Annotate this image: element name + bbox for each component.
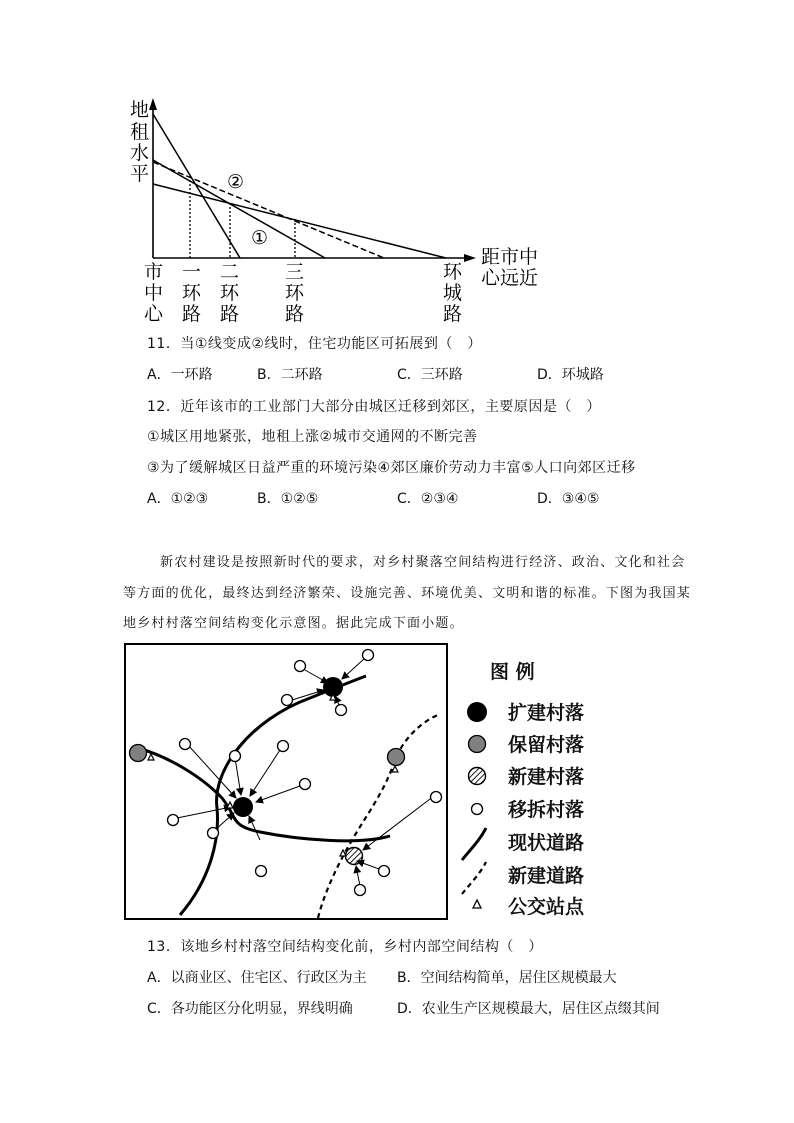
q11-stem: 11．当①线变成②线时，住宅功能区可拓展到（ ） <box>147 336 482 352</box>
removed-village <box>363 650 374 661</box>
legend-new-road-icon <box>462 862 486 894</box>
q13-option-c[interactable]: C．各功能区分化明显，界线明确 <box>147 1001 353 1017</box>
removed-village <box>168 815 179 826</box>
removed-village <box>282 695 293 706</box>
q11-option-a[interactable]: A．一环路 <box>147 367 213 383</box>
q11-option-b[interactable]: B．二环路 <box>257 367 323 383</box>
legend-title: 图 例 <box>490 661 535 683</box>
q11-option-d[interactable]: D．环城路 <box>537 367 604 383</box>
expanded-village <box>233 797 253 817</box>
removed-village <box>230 751 241 762</box>
tick-ring3-1: 三 <box>285 261 305 283</box>
legend-existing-road-icon <box>462 828 486 860</box>
tick-ring3-2: 环 <box>285 282 305 304</box>
line1-marker: ① <box>251 227 269 249</box>
tick-cityring-3: 路 <box>443 303 463 324</box>
q12-option-d[interactable]: D．③④⑤ <box>537 491 600 507</box>
tick-cityring-2: 城 <box>443 282 463 304</box>
y-axis-label-2: 租 <box>130 121 150 143</box>
q12-option-a[interactable]: A．①②③ <box>147 491 209 507</box>
x-axis-label-1: 距市中 <box>481 246 539 268</box>
tick-center-3: 心 <box>144 303 164 324</box>
removed-village <box>379 866 390 877</box>
tick-ring3-3: 路 <box>285 303 305 324</box>
removed-village <box>256 866 267 877</box>
legend-new-village-icon <box>469 768 486 785</box>
intro-line-1: 新农村建设是按照新时代的要求，对乡村聚落空间结构进行经济、政治、文化和社会 <box>160 555 686 570</box>
removed-village <box>300 779 311 790</box>
removed-village <box>278 741 289 752</box>
removed-village <box>431 792 442 803</box>
q12-statement-line-2: ③为了缓解城区日益严重的环境污染④郊区廉价劳动力丰富⑤人口向郊区迁移 <box>147 460 636 476</box>
tick-ring2-3: 路 <box>220 303 240 324</box>
tick-ring2-1: 二 <box>220 261 240 283</box>
tick-ring1-1: 一 <box>182 261 202 283</box>
q12-stem: 12．近年该市的工业部门大部分由城区迁移到郊区，主要原因是（ ） <box>147 399 601 415</box>
q13-option-b[interactable]: B．空间结构简单，居住区规模最大 <box>397 970 617 986</box>
legend-label-removed: 移拆村落 <box>508 799 585 821</box>
retained-village <box>388 749 405 766</box>
removed-village <box>355 885 366 896</box>
tick-ring1-2: 环 <box>182 282 202 304</box>
retained-village <box>130 745 147 762</box>
removed-village <box>336 705 347 716</box>
legend-bus-stop-icon <box>473 900 481 908</box>
q11-option-c[interactable]: C．三环路 <box>397 367 463 383</box>
legend-expanded-village-icon <box>467 702 487 722</box>
q12-option-c[interactable]: C．②③④ <box>397 491 459 507</box>
q13-option-a[interactable]: A．以商业区、住宅区、行政区为主 <box>147 970 367 986</box>
line2-marker: ② <box>227 171 245 193</box>
y-axis-label-3: 水 <box>130 142 150 164</box>
q12-option-b[interactable]: B．①②⑤ <box>257 491 319 507</box>
legend-label-existing-road: 现状道路 <box>508 832 585 854</box>
removed-village <box>208 828 219 839</box>
tick-ring1-3: 路 <box>182 303 202 324</box>
new-village <box>346 848 363 865</box>
y-axis-label-1: 地 <box>130 99 150 121</box>
map-frame <box>125 644 447 919</box>
legend-removed-village-icon <box>472 804 483 815</box>
legend-label-new-road: 新建道路 <box>508 865 585 887</box>
rent-gradient-figure <box>120 92 560 324</box>
legend-label-bus-stop: 公交站点 <box>508 896 585 918</box>
legend-retained-village-icon <box>469 736 486 753</box>
x-axis-label-2: 心远近 <box>481 267 539 289</box>
legend-label-new: 新建村落 <box>508 766 585 788</box>
intro-line-3: 地乡村村落空间结构变化示意图。据此完成下面小题。 <box>123 616 464 631</box>
removed-village <box>180 739 191 750</box>
tick-cityring-1: 环 <box>443 261 463 283</box>
x-axis-arrow <box>464 254 476 262</box>
residential-rent-line-2-dashed <box>153 162 384 258</box>
q13-stem: 13．该地乡村村落空间结构变化前，乡村内部空间结构（ ） <box>147 939 543 955</box>
legend-label-expanded: 扩建村落 <box>508 702 585 724</box>
tick-ring2-2: 环 <box>220 282 240 304</box>
q12-statement-line-1: ①城区用地紧张，地租上涨②城市交通网的不断完善 <box>147 429 478 445</box>
y-axis-label-4: 平 <box>130 163 150 185</box>
removed-village <box>295 661 306 672</box>
village-map-figure <box>120 640 620 922</box>
intro-line-2: 等方面的优化，最终达到经济繁荣、设施完善、环境优美、文明和谐的标准。下图为我国某 <box>123 586 692 601</box>
legend-label-retained: 保留村落 <box>508 734 585 756</box>
tick-center-1: 市 <box>144 261 164 283</box>
tick-center-2: 中 <box>144 282 164 304</box>
industrial-rent-line <box>153 184 446 258</box>
q13-option-d[interactable]: D．农业生产区规模最大，居住区点缀其间 <box>397 1001 660 1017</box>
y-axis-arrow <box>149 98 157 110</box>
